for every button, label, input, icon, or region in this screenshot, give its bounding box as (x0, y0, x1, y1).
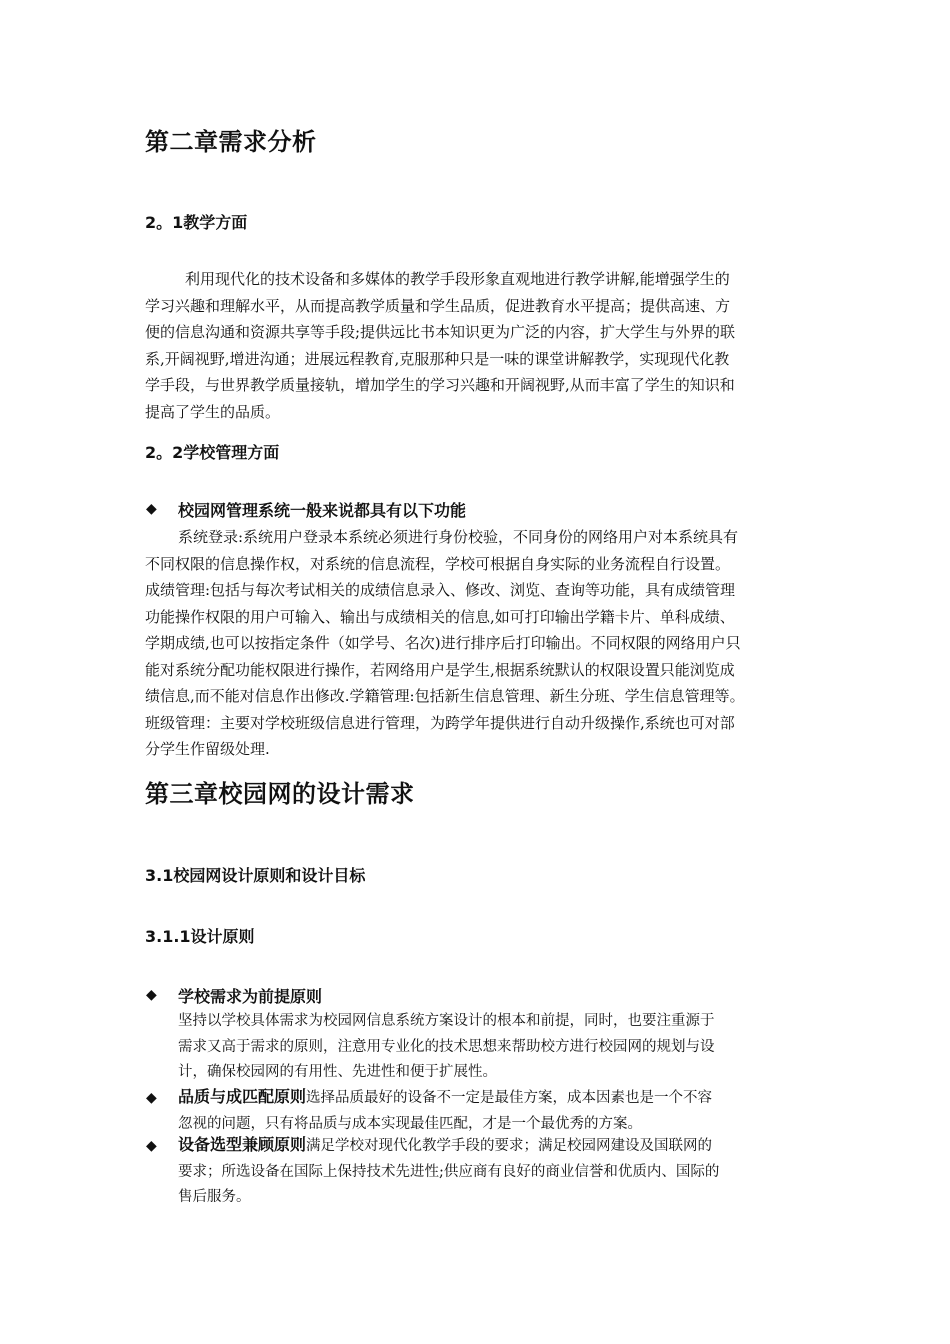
paragraph-line: 不同权限的信息操作权，对系统的信息流程，学校可根据自身实际的业务流程自行设置。 (145, 554, 731, 573)
bullet-line: 售后服务。 (178, 1189, 251, 1205)
paragraph-line: 班级管理：主要对学校班级信息进行管理，为跨学年提供进行自动升级操作,系统也可对部 (145, 713, 735, 732)
section-2-2-paragraph (145, 524, 745, 763)
bullet-line: 忽视的问题，只有将品质与成本实现最佳匹配，才是一个最优秀的方案。 (178, 1115, 642, 1132)
paragraph-line: 分学生作留级处理. (145, 740, 270, 758)
section-3-1-1-heading: 3.1.1设计原则 (145, 927, 255, 946)
bullet-title: 设备选型兼顾原则 (178, 1135, 307, 1154)
bullet-line: 要求；所选设备在国际上保持技术先进性;供应商有良好的商业信誉和优质内、国际的 (178, 1163, 720, 1180)
bullet-body (178, 1132, 719, 1211)
paragraph-line: 学习兴趣和理解水平，从而提高教学质量和学生品质，促进教育水平提高；提供高速、方 (145, 296, 731, 315)
bullet-first-line (178, 1084, 712, 1112)
diamond-bullet-icon: ◆ (146, 1138, 157, 1154)
paragraph-line: 绩信息,而不能对信息作出修改.学籍管理:包括新生信息管理、新生分班、学生信息管理等。 (145, 687, 745, 705)
section-3-1-heading: 3.1校园网设计原则和设计目标 (145, 866, 366, 885)
bullet-title: 学校需求为前提原则 (178, 987, 323, 1006)
bullet-line: 需求又高于需求的原则，注意用专业化的技术思想来帮助校方进行校园网的规划与设 (178, 1038, 715, 1055)
paragraph-line: 成绩管理:包括与每次考试相关的成绩信息录入、修改、浏览、查询等功能，具有成绩管理 (145, 581, 736, 599)
paragraph-line: 系,开阔视野,增进沟通；进展远程教育,克服那种只是一味的课堂讲解教学，实现现代化教 (145, 349, 730, 368)
paragraph-line: 功能操作权限的用户可输入、输出与成绩相关的信息,如可打印输出学籍卡片、单科成绩、 (145, 607, 735, 626)
bullet-line: 计，确保校园网的有用性、先进性和便于扩展性。 (178, 1064, 497, 1080)
section-2-1-heading: 2。1教学方面 (145, 213, 248, 232)
diamond-bullet-icon: ◆ (146, 1090, 157, 1106)
bullet-body (178, 1009, 715, 1086)
bullet-body (178, 1084, 712, 1137)
paragraph-line: 便的信息沟通和资源共享等手段;提供远比书本知识更为广泛的内容，扩大学生与外界的联 (145, 323, 736, 341)
section-2-1-paragraph (145, 266, 735, 425)
diamond-bullet-icon: ◆ (146, 501, 157, 517)
bullet-title: 校园网管理系统一般来说都具有以下功能 (178, 501, 467, 520)
section-2-2-heading: 2。2学校管理方面 (145, 443, 280, 462)
paragraph-line: 能对系统分配功能权限进行操作，若网络用户是学生,根据系统默认的权限设置只能浏览成 (145, 660, 735, 679)
paragraph-line: 利用现代化的技术设备和多媒体的教学手段形象直观地进行教学讲解,能增强学生的 (185, 270, 730, 288)
bullet-first-line (178, 1132, 719, 1160)
paragraph-line: 学手段，与世界教学质量接轨，增加学生的学习兴趣和开阔视野,从而丰富了学生的知识和 (145, 376, 735, 394)
bullet-text: 选择品质最好的设备不一定是最佳方案，成本因素也是一个不容 (306, 1090, 713, 1106)
chapter-2-title: 第二章需求分析 (145, 128, 317, 156)
bullet-text: 满足学校对现代化教学手段的要求；满足校园网建设及国联网的 (306, 1138, 713, 1154)
paragraph-line: 提高了学生的品质。 (145, 402, 281, 421)
bullet-line: 坚持以学校具体需求为校园网信息系统方案设计的根本和前提，同时，也要注重源于 (178, 1013, 715, 1029)
paragraph-line: 学期成绩,也可以按指定条件（如学号、名次)进行排序后打印输出。不同权限的网络用户只 (145, 634, 741, 652)
chapter-3-title: 第三章校园网的设计需求 (145, 780, 415, 808)
diamond-bullet-icon: ◆ (146, 987, 157, 1003)
bullet-title: 品质与成匹配原则 (178, 1087, 307, 1106)
paragraph-line: 系统登录:系统用户登录本系统必须进行身份校验，不同身份的网络用户对本系统具有 (178, 528, 739, 546)
